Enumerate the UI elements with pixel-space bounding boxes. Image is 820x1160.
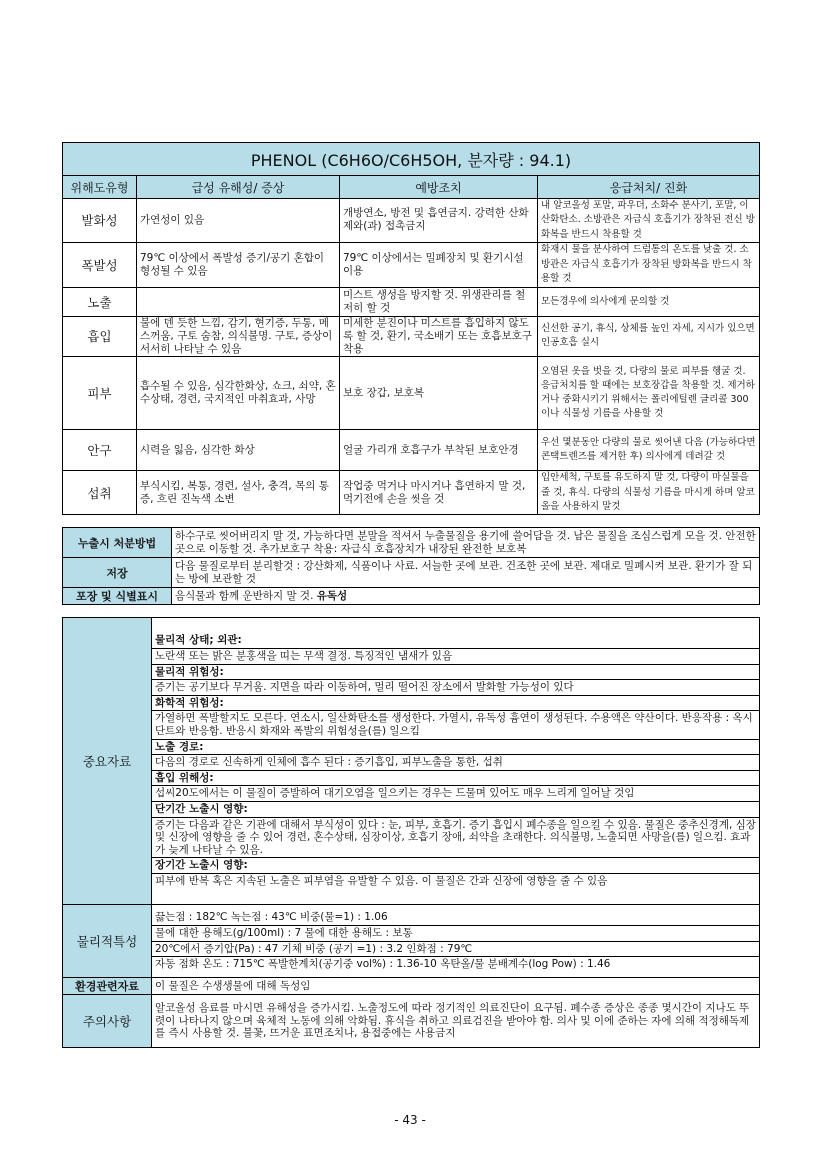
caution-label: 주의사항 <box>63 995 152 1048</box>
item-text: 섭씨20도에서는 이 물질이 증발하여 대기오염을 일으키는 경우는 드물며 있어도 매우 느리게 일어날 것임 <box>152 786 759 802</box>
hazard-prevention: 미세한 분진이나 미스트를 흡입하지 않도록 할 것, 환기, 국소배기 또는 호흡보호구 착용 <box>340 316 538 356</box>
hazard-type: 노출 <box>63 287 137 316</box>
table-row <box>63 528 760 558</box>
properties-table <box>62 617 760 1048</box>
property-line: 자동 점화 온도 : 715℃ 폭발한계치(공기중 vol%) : 1.36-10 옥탄올/물 분배계수(log Pow) : 1.46 <box>155 958 611 971</box>
property-line: 물에 대한 용해도(g/100ml) : 7 물에 대한 용해도 : 보통 <box>152 926 759 942</box>
hazard-symptom: 불에 덴 듯한 느낌, 감기, 현기증, 두통, 메스꺼움, 구토 숨참, 의식불명. 구토, 증상이 서서히 나타날 수 있음 <box>137 316 340 356</box>
environment-text: 이 물질은 수생생물에 대해 독성임 <box>152 978 760 995</box>
header-symptom: 급성 유해성/ 증상 <box>137 176 340 199</box>
hazard-firstaid: 입안세척, 구토를 유도하지 말 것, 다량이 마실물을 줄 것, 휴식. 다량의 식물성 기름을 마시게 하며 알코올을 사용하지 말것 <box>538 471 760 515</box>
item-text: 가열하면 폭발할지도 모른다. 연소시, 일산화탄소를 생성한다. 가열시, 유독성 흄연이 생성된다. 수용액은 약산이다. 반응작용 : 옥시단트와 반응함. 반응시 화재와 폭발의 위험성을(를) 일으킴 <box>152 711 759 739</box>
table-row <box>63 588 760 605</box>
table-row <box>63 287 760 316</box>
item-text: 피부에 반복 혹은 지속된 노출은 피부염을 유발할 수 있음. 이 물질은 간과 신장에 영향을 줄 수 있음 <box>155 874 608 887</box>
item-heading: 단기간 노출시 영향: <box>152 802 759 818</box>
spill-disposal-label: 누출시 처분방법 <box>63 528 172 558</box>
hazard-symptom: 시력을 잃음, 심각한 화상 <box>137 430 340 471</box>
table-row <box>63 905 760 978</box>
hazard-table <box>62 142 760 515</box>
page-number: - 43 - <box>394 1113 426 1127</box>
physical-properties-cell <box>152 905 760 978</box>
hazard-firstaid: 오염된 옷을 벗을 것, 다량의 물로 피부를 헹굴 것. 응급처치를 할 때에는 보호장갑을 착용할 것. 제거하거나 중화시키기 위해서는 폴리에틸렌 글리콜 300이나 식물성 기름을 사용할 것 <box>538 357 760 430</box>
hazard-type: 폭발성 <box>63 242 137 287</box>
hazard-prevention: 79℃ 이상에서는 밀폐장치 및 환기시설 이용 <box>340 242 538 287</box>
hazard-symptom <box>137 287 340 316</box>
packaging-class: 유독성 <box>316 589 348 602</box>
header-hazard-type: 위해도유형 <box>63 176 137 199</box>
hazard-type: 피부 <box>63 357 137 430</box>
storage-text: 다음 물질로부터 분리할것 : 강산화제, 식품이나 사료. 서늘한 곳에 보관. 건조한 곳에 보관. 제대로 밀폐시켜 보관. 환기가 잘 되는 방에 보관할 것 <box>172 558 760 588</box>
handling-table <box>62 527 760 605</box>
item-text: 다음의 경로로 신속하게 인체에 흡수 된다 : 증기흡입, 피부노출을 통한, 섭취 <box>152 755 759 771</box>
hazard-type: 흡입 <box>63 316 137 356</box>
table-row <box>63 357 760 430</box>
packaging-cell <box>172 588 760 605</box>
item-heading: 화학적 위험성: <box>152 696 759 712</box>
important-data-cell <box>152 618 760 905</box>
table-row <box>63 471 760 515</box>
hazard-type: 발화성 <box>63 199 137 243</box>
table-row <box>63 558 760 588</box>
item-heading: 장기간 노출시 영향: <box>152 858 759 874</box>
packaging-text: 음식물과 함께 운반하지 말 것. <box>175 589 317 602</box>
hazard-prevention: 얼굴 가리개 호흡구가 부착된 보호안경 <box>340 430 538 471</box>
table-row <box>63 995 760 1048</box>
table-row <box>63 199 760 243</box>
spill-disposal-text: 하수구로 씻어버리지 말 것, 가능하다면 분말을 적셔서 누출물질을 용기에 쓸어담을 것. 남은 물질을 조심스럽게 모을 것. 안전한 곳으로 이동할 것. 추가보호구 착용: 자급식 호흡장치가 내장된 완전한 보호복 <box>172 528 760 558</box>
item-heading: 물리적 상태; 외관: <box>152 633 759 649</box>
hazard-prevention: 보호 장갑, 보호복 <box>340 357 538 430</box>
hazard-symptom: 79℃ 이상에서 폭발성 증기/공기 혼합이 형성될 수 있음 <box>137 242 340 287</box>
table-row <box>63 618 760 905</box>
table-row <box>63 316 760 356</box>
hazard-symptom: 흡수될 수 있음, 심각한화상, 쇼크, 쇠약, 혼수상태, 경련, 국지적인 마취효과, 사망 <box>137 357 340 430</box>
environment-label: 환경관련자료 <box>63 978 152 995</box>
hazard-firstaid: 내 알코올성 포말, 파우더, 소화수 분사기, 포말, 이산화탄소. 소방관은 자급식 호흡기가 장착된 전신 방화복을 반드시 착용할 것 <box>538 199 760 243</box>
hazard-prevention: 미스트 생성을 방지할 것. 위생관리를 철저히 할 것 <box>340 287 538 316</box>
hazard-symptom: 부식시킴, 복통, 경련, 설사, 충격, 목의 통증, 흐린 진녹색 소변 <box>137 471 340 515</box>
item-heading: 물리적 위험성: <box>152 665 759 681</box>
storage-label: 저장 <box>63 558 172 588</box>
hazard-firstaid: 화재시 물을 분사하여 드럼통의 온도를 낮출 것. 소방관은 자급식 호흡기가 장착된 방화복을 반드시 착용할 것 <box>538 242 760 287</box>
header-prevention: 예방조치 <box>340 176 538 199</box>
header-firstaid: 응급처치/ 진화 <box>538 176 760 199</box>
table-row <box>63 242 760 287</box>
packaging-label: 포장 및 식별표시 <box>63 588 172 605</box>
item-heading: 노출 경로: <box>152 740 759 756</box>
chemical-title: PHENOL (C6H6O/C6H5OH, 분자량 : 94.1) <box>63 143 760 176</box>
hazard-firstaid: 신선한 공기, 휴식, 상체를 높인 자세, 지시가 있으면 인공호흡 실시 <box>538 316 760 356</box>
hazard-symptom: 가연성이 있음 <box>137 199 340 243</box>
physical-properties-label: 물리적특성 <box>63 905 152 978</box>
hazard-type: 섭취 <box>63 471 137 515</box>
important-data-label: 중요자료 <box>63 618 152 905</box>
property-line: 20℃에서 증기압(Pa) : 47 기체 비중 (공기 =1) : 3.2 인화점 : 79℃ <box>152 942 759 958</box>
item-heading: 흡입 위해성: <box>152 771 759 787</box>
item-text: 노란색 또는 밝은 분홍색을 띠는 무색 결정. 특징적인 냄새가 있음 <box>152 649 759 665</box>
table-row <box>63 430 760 471</box>
item-text: 증기는 공기보다 무거움. 지면을 따라 이동하여, 멀리 떨어진 장소에서 발화할 가능성이 있다 <box>152 680 759 696</box>
hazard-prevention: 작업중 먹거나 마시거나 흡연하지 말 것, 먹기전에 손을 씻을 것 <box>340 471 538 515</box>
hazard-type: 안구 <box>63 430 137 471</box>
hazard-prevention: 개방연소, 방전 및 흡연금지. 강력한 산화제와(과) 접촉금지 <box>340 199 538 243</box>
table-row <box>63 978 760 995</box>
item-text: 증기는 다음과 같은 기관에 대해서 부식성이 있다 : 눈, 피부, 호흡기. 증기 흡입시 폐수종을 일으킬 수 있음. 물질은 중추신경계, 심장 및 신장에 영향을 줄 수 있어 경련, 혼수상태, 심장이상, 호흡기 장애, 쇠약을 초래한다. 의식불명, 노출되면 사망을(를) 일으킴. 효과가 늦게 나타날 수 있음. <box>152 818 759 859</box>
hazard-firstaid: 우선 몇분동안 다량의 물로 씻어낸 다음 (가능하다면 콘택트렌즈를 제거한 후) 의사에게 데려갈 것 <box>538 430 760 471</box>
caution-text: 알코올성 음료를 마시면 유해성을 증가시킴. 노출정도에 따라 정기적인 의료진단이 요구됨. 폐수종 증상은 종종 몇시간이 지나도 뚜렷이 나타나지 않으며 육체적 노동에 의해 악화됨. 휴식을 취하고 의료검진을 받아야 함. 의사 및 이에 준하는 자에 의해 적정해독제를 즉시 사용할 것. 불꽃, 뜨거운 표면조치나, 용접중에는 사용금지 <box>152 995 760 1048</box>
hazard-firstaid: 모든경우에 의사에게 문의할 것 <box>538 287 760 316</box>
property-line: 끓는점 : 182℃ 녹는점 : 43℃ 비중(물=1) : 1.06 <box>152 910 759 926</box>
